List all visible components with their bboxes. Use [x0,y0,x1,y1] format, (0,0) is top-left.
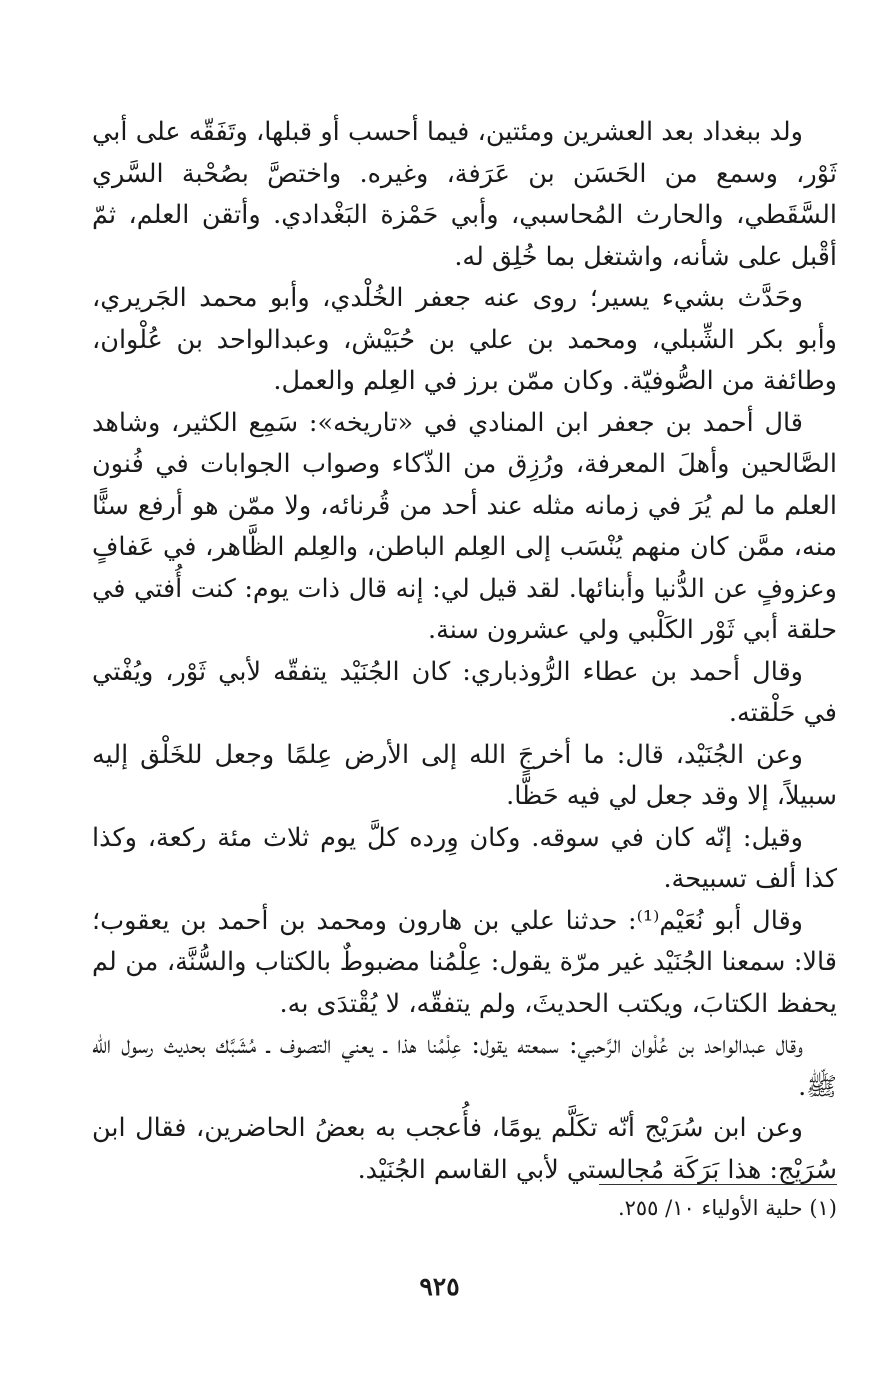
paragraph-8: وقال عبدالواحد بن عُلْوان الرَّحبي: سمعته يقول: عِلْمُنا هذا ـ يعني التصوف ـ مُشَبَّك بحديث رسول الله ﷺ. [92,1030,837,1102]
paragraph-7: وقال أبو نُعَيْم⁽¹⁾: حدثنا علي بن هارون ومحمد بن أحمد بن يعقوب؛ قالا: سمعنا الجُنَيْد غير مرّة يقول: عِلْمُنا مضبوطٌ بالكتاب والسُّنَّة، من لم يحفظ الكتابَ، ويكتب الحديثَ، ولم يتفقّه، لا يُقْتدَى به. [92,905,837,1019]
paragraph-1: ولد ببغداد بعد العشرين ومئتين، فيما أحسب أو قبلها، وتَفَقّه على أبي ثَوْر، وسمع من الحَسَن بن عَرَفة، وغيره. واختصَّ بصُحْبة السَّري السَّقَطي، والحارث المُحاسبي، وأبي حَمْزة البَغْدادي. وأتقن العلم، ثمّ أقْبل على شأنه، واشتغل بما خُلِق له. [92,117,837,272]
paragraph-2: وحَدَّث بشيء يسير؛ روى عنه جعفر الخُلْدي، وأبو محمد الجَريري، وأبو بكر الشِّبلي، ومحمد بن علي بن حُبَيْش، وعبدالواحد بن عُلْوان، وطائفة من الصُّوفيّة. وكان ممّن برز في العِلم والعمل. [92,283,837,396]
page-number: ٩٢٥ [419,1272,460,1301]
paragraph-9: وعن ابن سُرَيْج أنّه تكَلَّم يومًا، فأُعجب به بعضُ الحاضرين، فقال ابن سُرَيْج: هذا بَرَكَة مُجالستي لأبي القاسم الجُنَيْد. [92,1113,837,1185]
footnote: (١) حلية الأولياء ١٠/ ٢٥٥. [617,1196,837,1220]
paragraph-3: قال أحمد بن جعفر ابن المنادي في «تاريخه»: سَمِع الكثير، وشاهد الصَّالحين وأهلَ المعرفة، ورُزِق من الذّكاء وصواب الجوابات في فُنون العلم ما لم يُرَ في زمانه مثله عند أحد من قُرنائه، ولا ممّن هو أرفع سنًّا منه، ممَّن كان منهم يُنْسَب إلى العِلم الباطن، والعِلم الظَّاهر، في عَفافٍ وعزوفٍ عن الدُّنيا وأبنائها. لقد قيل لي: إنه قال ذات يوم: كنت أُفتي في حلقة أبي ثَوْر الكَلْبي ولي عشرون سنة. [92,407,837,645]
page-body [92,112,837,1191]
footnote-divider [599,1184,837,1185]
paragraph-6: وقيل: إنّه كان في سوقه. وكان وِرده كلَّ يوم ثلاث مئة ركعة، وكذا كذا ألف تسبيحة. [92,822,837,894]
paragraph-4: وقال أحمد بن عطاء الرُّوذباري: كان الجُنَيْد يتفقّه لأبي ثَوْر، ويُفْتي في حَلْقته. [92,656,837,728]
paragraph-5: وعن الجُنَيْد، قال: ما أخرجَ الله إلى الأرض عِلمًا وجعل للخَلْق إليه سبيلاً، إلا وقد جعل لي فيه حَظًّا. [92,739,837,811]
